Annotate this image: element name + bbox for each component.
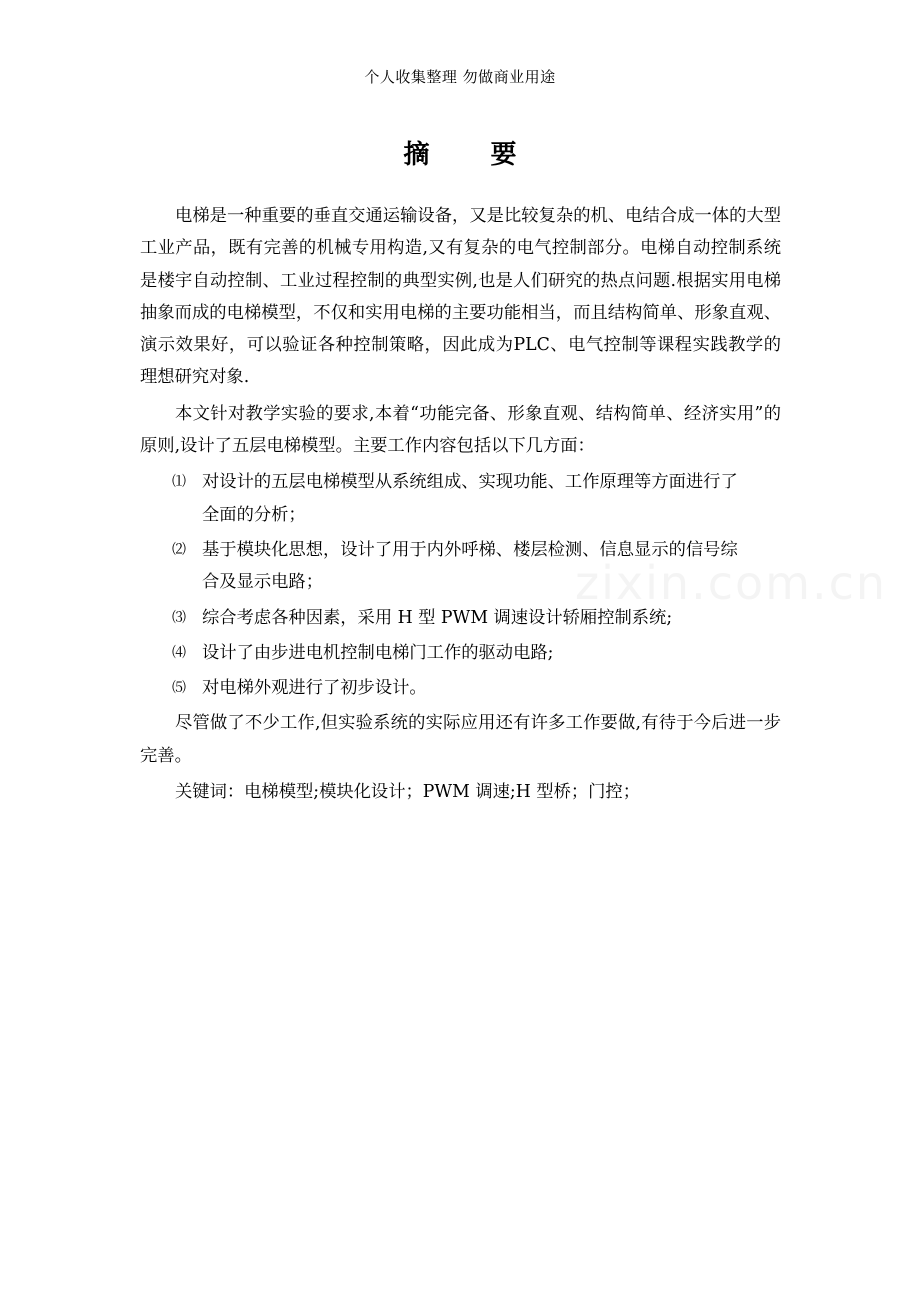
list-item — [140, 637, 781, 669]
list-item-continuation: 全面的分析； — [202, 504, 306, 525]
page-title: 摘 要 — [403, 140, 543, 170]
paragraph-closing: 尽管做了不少工作,但实验系统的实际应用还有许多工作要做,有待于今后进一步完善。 — [140, 713, 781, 766]
page-header: 个人收集整理 勿做商业用途 — [364, 68, 556, 86]
watermark: zixin.com.cn — [575, 556, 888, 610]
list-item-text: 对电梯外观进行了初步设计。 — [202, 678, 427, 699]
list-item-continuation: 合及显示电路； — [202, 572, 323, 593]
list-item — [140, 466, 781, 531]
list-item-text: 综合考虑各种因素，采用 H 型 PWM 调速设计轿厢控制系统; — [202, 607, 673, 628]
list-item — [140, 672, 781, 704]
list-item-number: ⑴ — [172, 474, 186, 491]
list-item-number: ⑸ — [172, 680, 186, 697]
list-item-number: ⑷ — [172, 644, 186, 661]
list-item-text: 对设计的五层电梯模型从系统组成、实现功能、工作原理等方面进行了 — [202, 472, 738, 493]
keywords: 关键词：电梯模型;模块化设计；PWM 调速;H 型桥；门控； — [175, 782, 640, 803]
paragraph-intro: 电梯是一种重要的垂直交通运输设备，又是比较复杂的机、电结合成一体的大型工业产品，既有完善的机械专用构造,又有复杂的电气控制部分。电梯自动控制系统是楼宇自动控制、工业过程控制的典型实例,也是人们研究的热点问题.根据实用电梯抽象而成的电梯模型，不仅和实用电梯的主要功能相当，而且结构简单、形象直观、演示效果好，可以验证各种控制策略，因此成为PLC、电气控制等课程实践教学的理想研究对象. — [140, 206, 781, 388]
list-item-text: 设计了由步进电机控制电梯门工作的驱动电路; — [202, 642, 554, 663]
list-item-text: 基于模块化思想，设计了用于内外呼梯、楼层检测、信息显示的信号综 — [202, 539, 738, 560]
paragraph-scope: 本文针对教学实验的要求,本着“功能完备、形象直观、结构简单、经济实用”的原则,设计了五层电梯模型。主要工作内容包括以下几方面： — [140, 403, 781, 457]
list-item-number: ⑶ — [172, 609, 186, 626]
list-item-number: ⑵ — [172, 541, 186, 558]
abstract-body — [140, 200, 781, 812]
